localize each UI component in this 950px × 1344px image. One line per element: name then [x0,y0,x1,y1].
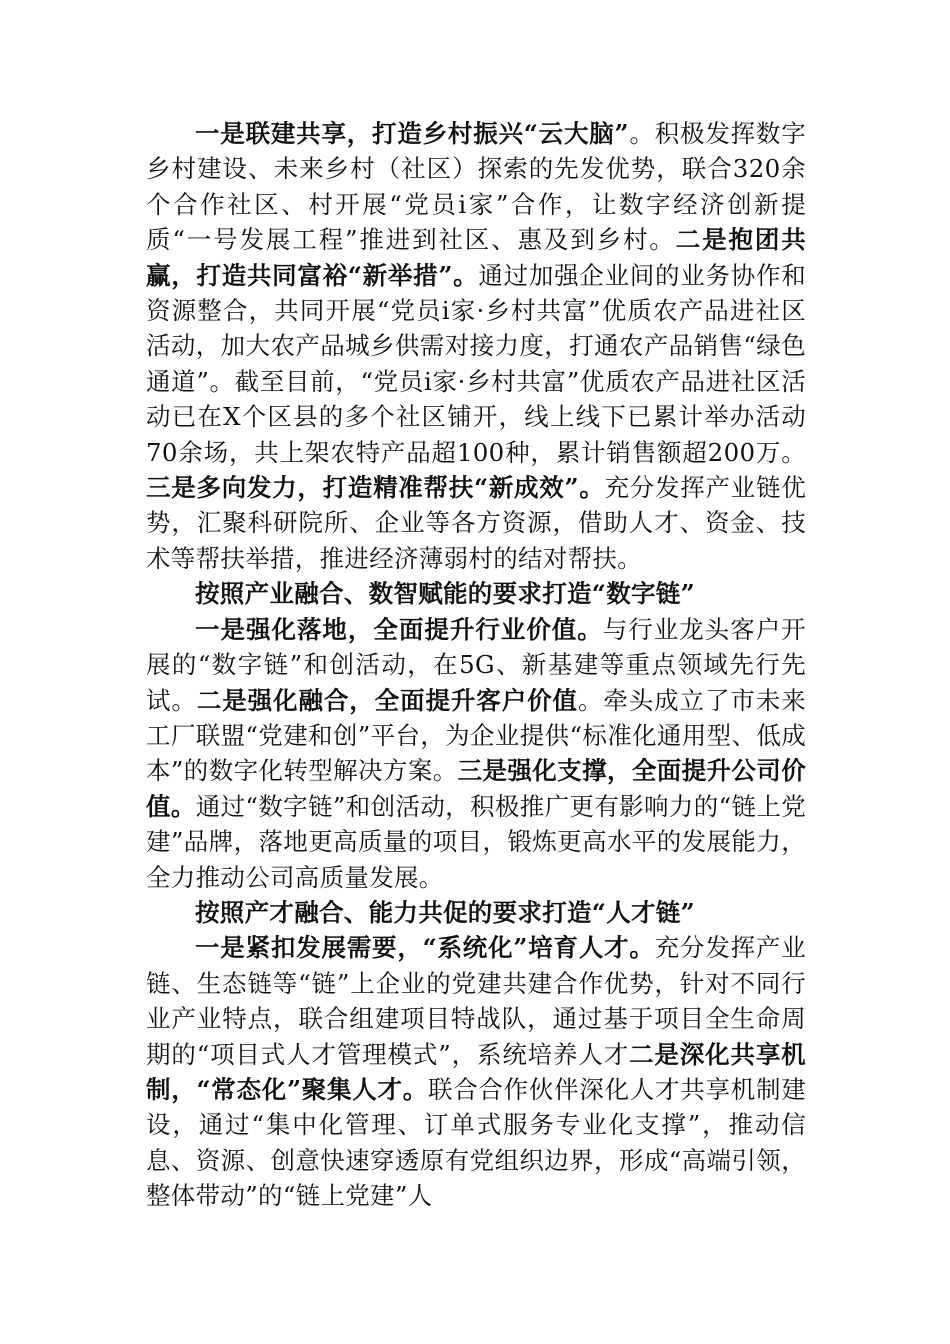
paragraph-talent-chain [146,930,806,1213]
body-text: 。牵头成立了市未来工厂联盟“党建和创”平台，为企业提供“标准化通用型、低成本”的数字化转型解决方案。 [146,685,807,786]
heading-text: 按照产才融合、能力共促的要求打造“人才链” [195,897,695,927]
body-text: 联合合作伙伴深化人才共享机制建设，通过“集中化管理、订单式服务专业化支撑”，推动信息、资源、创意快速穿透原有党组织边界，形成“高端引领，整体带动”的“链上党建”人 [146,1074,806,1211]
paragraph-rural-revitalization [146,116,806,576]
paragraph-digital-chain [146,612,806,895]
body-text: 与行业龙头客户开展的“数字链”和创活动，在5G、新基建等重点领域先行先试。 [146,614,806,715]
bold-lead-3: 三是强化支撑，全面提升公司价值。 [146,756,806,821]
bold-lead-1: 一是联建共享，打造乡村振兴“云大脑” [195,119,629,148]
section-heading-talent-chain [146,895,806,930]
body-text: 充分发挥产业链优势，汇聚科研院所、企业等各方资源，借助人才、资金、技术等帮扶举措，推进经济薄弱村的结对帮扶。 [146,473,806,573]
body-text: 。积极发挥数字乡村建设、未来乡村（社区）探索的先发优势，联合320余个合作社区、村开展“党员i家”合作，让数字经济创新提质“一号发展工程”推进到社区、惠及到乡村。 [146,119,806,255]
document-body [146,116,806,1214]
bold-lead-1: 一是强化落地，全面提升行业价值。 [195,614,603,644]
section-heading-digital-chain [146,576,806,611]
bold-lead-1: 一是紧扣发展需要，“系统化”培育人才。 [195,933,655,963]
bold-lead-2: 二是深化共享机制，“常态化”聚集人才。 [146,1039,806,1104]
bold-lead-2: 二是强化融合，全面提升客户价值 [196,685,578,715]
body-text: 通过加强企业间的业务协作和资源整合，共同开展“党员i家·乡村共富”优质农产品进社区活动，加大农产品城乡供需对接力度，打通农产品销售“绿色通道”。截至目前，“党员i家·乡村共富”优质农产品进社区活动已在X个区县的多个社区铺开，线上线下已累计举办活动70余场，共上架农特产品超100种，累计销售额超200万。 [146,260,806,467]
bold-lead-2: 二是抱团共赢，打造共同富裕“新举措”。 [146,225,806,290]
heading-text: 按照产业融合、数智赋能的要求打造“数字链” [195,579,695,609]
body-text: 充分发挥产业链、生态链等“链”上企业的党建共建合作优势，针对不同行业产业特点，联合组建项目特战队，通过基于项目全生命周期的“项目式人才管理模式”，系统培养人才 [146,933,806,1069]
body-text: 通过“数字链”和创活动，积极推广更有影响力的“链上党建”品牌，落地更高质量的项目，锻炼更高水平的发展能力，全力推动公司高质量发展。 [146,791,806,892]
bold-lead-3: 三是多向发力，打造精准帮扶“新成效”。 [146,473,605,503]
